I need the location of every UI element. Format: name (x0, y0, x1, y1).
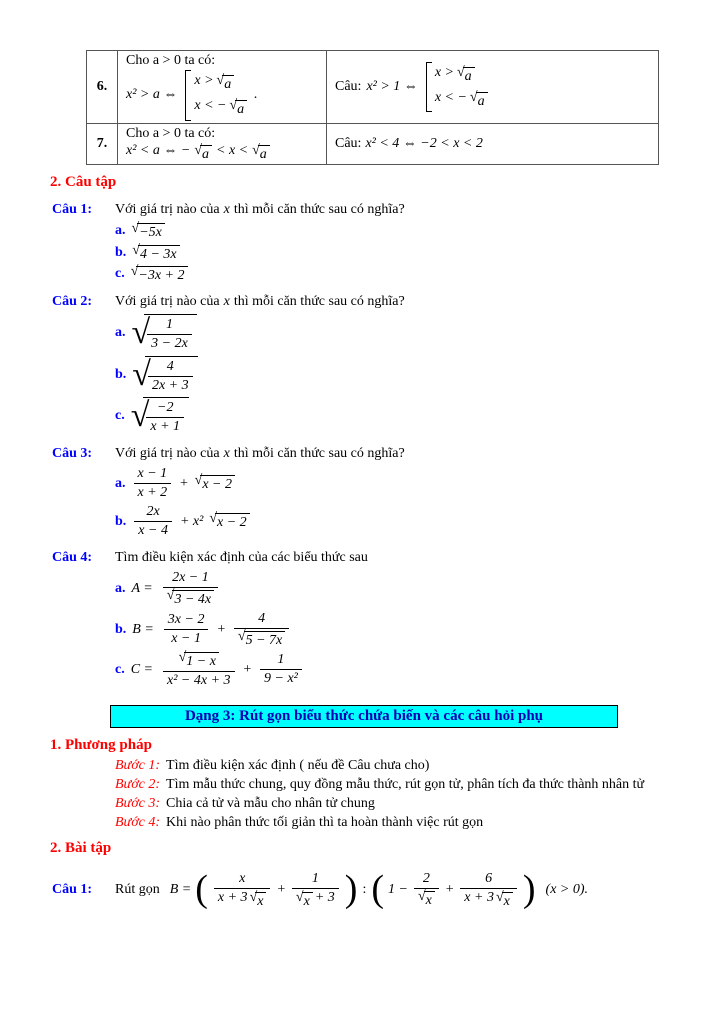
sqrt-expression (470, 91, 488, 109)
sqrt-expression (296, 891, 313, 909)
denominator (163, 588, 218, 607)
fraction (260, 652, 302, 687)
option-label: c. (115, 661, 125, 677)
formula-table (86, 50, 659, 165)
radicand: 1 − x (184, 652, 219, 669)
denominator (234, 629, 289, 648)
intro-text: Cho a > 0 ta có: (126, 53, 216, 68)
radical-sign: √ (216, 73, 225, 88)
fraction (134, 466, 172, 501)
intro-text: Cho a > 0 ta có: (126, 125, 216, 141)
operator: + (216, 621, 226, 637)
numerator: 2 (414, 871, 439, 889)
rule-cell (118, 51, 327, 124)
question-var: x (223, 294, 230, 310)
radical-sign: √ (130, 263, 139, 279)
sqrt-expression (132, 314, 197, 352)
expression-lead: A = (131, 581, 153, 597)
question-4 (52, 550, 725, 566)
row-number-cell (87, 123, 118, 164)
fraction (292, 871, 339, 909)
radicand: a (463, 67, 475, 84)
option-row (115, 651, 725, 688)
fraction (163, 570, 218, 607)
question-var: x (223, 202, 230, 218)
radical-sign: √ (132, 355, 151, 393)
numerator: 1 (147, 317, 192, 335)
step-label: Bước 3: (115, 795, 161, 811)
radical-sign: √ (209, 511, 218, 527)
radicand: a (235, 100, 247, 117)
big-right-paren: ) (522, 867, 536, 910)
sqrt-expression (238, 630, 285, 648)
radicand: a (258, 145, 270, 162)
numerator: x − 1 (134, 466, 172, 484)
radical-sign: √ (178, 650, 187, 666)
denominator: x² − 4x + 3 (167, 672, 231, 688)
numerator: 4 (148, 359, 193, 377)
exercise-lead: Rút gọn (115, 881, 160, 897)
denominator: 2x + 3 (151, 377, 189, 393)
question-label: Câu 2: (52, 294, 93, 310)
radical-sign: √ (194, 473, 203, 489)
sqrt-expression (132, 244, 179, 262)
sqrt-expression (131, 265, 188, 283)
radicand (143, 397, 189, 435)
question-text-post: thì mỗi căn thức sau có nghĩa? (233, 202, 405, 218)
question-label: Câu 1: (52, 202, 93, 218)
numerator: 2x − 1 (163, 570, 218, 588)
option-row (115, 397, 725, 435)
question-3 (52, 446, 725, 462)
step-label: Bước 4: (115, 814, 161, 830)
section-heading-baitap: 2. Câu tập (50, 174, 117, 191)
method-step (115, 815, 725, 831)
sqrt-expression (167, 589, 214, 607)
big-left-paren: ( (371, 867, 384, 910)
exercise-question-1 (52, 867, 725, 910)
big-left-paren: ( (195, 867, 208, 910)
radical-sign: √ (132, 242, 140, 258)
sqrt-expression (457, 66, 475, 84)
section-heading-baitap2: 2. Bài tập (50, 839, 112, 856)
radicand: x − 2 (200, 475, 235, 492)
question-label: Câu 3: (52, 445, 93, 461)
operator: + (242, 661, 252, 677)
option-label: a. (115, 223, 126, 239)
radicand: x (302, 892, 313, 909)
division-colon: : (362, 881, 367, 897)
banner-title: Dạng 3: Rút gọn biểu thức chứa biến và các câu hỏi phụ (110, 705, 618, 728)
example-cell (327, 51, 659, 124)
option-row (115, 504, 725, 539)
denominator (414, 889, 439, 908)
sqrt-expression (132, 356, 197, 394)
case-text: x > (194, 73, 214, 88)
formula-text: x² < a ⇔ − (126, 142, 191, 158)
exercise-formula (169, 867, 589, 910)
big-right-paren: ) (344, 867, 358, 910)
radicand: a (476, 92, 488, 109)
question-1 (52, 202, 725, 218)
fraction (147, 317, 192, 352)
numerator: 4 (234, 611, 289, 629)
operator: + (276, 881, 286, 897)
question-text-pre: Với giá trị nào của (115, 445, 220, 461)
radical-sign: √ (194, 142, 202, 158)
radicand: a (222, 75, 234, 92)
option-row (115, 466, 725, 501)
step-label: Bước 2: (115, 776, 161, 792)
option-label: b. (115, 621, 127, 637)
question-text: Tìm điều kiện xác định của các biểu thức sau (115, 550, 368, 566)
case-line (194, 98, 247, 117)
den-text: + 3 (314, 889, 335, 905)
den-text: x + 3 (217, 889, 248, 905)
option-label: a. (115, 325, 126, 341)
fraction (214, 871, 271, 909)
numerator: 3x − 2 (164, 612, 209, 630)
sqrt-expression (131, 397, 189, 435)
radical-sign: √ (417, 889, 426, 905)
cases-bracket (185, 70, 249, 121)
example-cell (327, 123, 659, 164)
sqrt-expression (250, 891, 267, 909)
rule-cell (118, 123, 327, 164)
section-heading-phuongphap: 1. Phương pháp (50, 736, 152, 753)
formula-text: 1 − (387, 881, 408, 897)
question-text (115, 202, 405, 218)
rule-formula (126, 70, 318, 121)
option-row (115, 356, 725, 394)
radicand: x − 2 (215, 513, 250, 530)
condition-text: (x > 0). (545, 881, 589, 897)
radicand: x (502, 892, 513, 909)
sqrt-expression (195, 474, 235, 492)
denominator: 3 − 2x (151, 336, 188, 352)
denominator: x + 2 (137, 485, 168, 500)
denominator (214, 889, 271, 909)
formula-var: B = (169, 881, 192, 897)
option-row (115, 222, 725, 240)
option-row (115, 570, 725, 607)
step-text: Tìm điều kiện xác định ( nếu đề Câu chưa cho) (166, 757, 430, 773)
radical-sign: √ (166, 588, 175, 604)
sqrt-expression (252, 144, 270, 162)
step-text: Tìm mẫu thức chung, quy đồng mẫu thức, rút gọn tử, phân tích đa thức thành nhân tử (166, 776, 645, 792)
option-label: c. (115, 266, 125, 282)
sqrt-expression (132, 222, 165, 240)
radical-sign: √ (229, 98, 238, 114)
option-row (115, 314, 725, 352)
radical-sign: √ (252, 142, 260, 158)
formula-text: x² < 4 ⇔ −2 < x < 2 (365, 135, 483, 151)
radical-sign: √ (237, 628, 246, 644)
table-row-7 (87, 123, 659, 164)
question-var: x (223, 445, 230, 461)
case-line (194, 73, 247, 92)
den-text: x + 3 (464, 889, 494, 905)
case-text: x > (434, 64, 454, 80)
fraction (460, 871, 517, 909)
sqrt-expression (179, 651, 219, 669)
question-text (115, 446, 405, 462)
row-number-cell (87, 51, 118, 124)
sqrt-expression (209, 512, 249, 530)
step-label: Bước 1: (115, 757, 161, 773)
radicand: −3x + 2 (136, 266, 187, 283)
radical-sign: √ (249, 889, 258, 905)
radicand: a (200, 145, 212, 162)
row-number: 7. (96, 135, 108, 151)
numerator: 6 (460, 871, 517, 889)
option-label: c. (115, 407, 125, 423)
denominator: x − 4 (138, 523, 168, 539)
radicand: x (255, 892, 266, 909)
row-number: 6. (96, 78, 108, 94)
expression-lead: C = (130, 661, 154, 677)
rule-formula (126, 143, 318, 162)
radicand: x (424, 891, 435, 908)
numerator: 1 (292, 871, 339, 889)
option-label: b. (115, 244, 127, 260)
sqrt-expression (496, 891, 513, 909)
question-text-pre: Với giá trị nào của (115, 202, 220, 218)
method-step (115, 777, 725, 793)
denominator: 9 − x² (264, 671, 298, 687)
denominator: x − 1 (171, 631, 201, 646)
operator: + (179, 475, 189, 491)
option-label: b. (115, 366, 127, 382)
method-step (115, 758, 725, 774)
radical-sign: √ (131, 314, 151, 352)
lhs-expression: x² > 1 ⇔ (366, 78, 418, 94)
question-text-pre: Với giá trị nào của (115, 294, 220, 310)
sqrt-expression (217, 74, 235, 92)
radical-sign: √ (131, 221, 140, 237)
method-step (115, 796, 725, 812)
lhs-expression: x² > a ⇔ (126, 87, 178, 103)
cau-label: Câu: (335, 135, 362, 151)
question-text-post: thì mỗi căn thức sau có nghĩa? (233, 445, 405, 461)
radicand (145, 356, 198, 394)
case-line (435, 90, 488, 109)
fraction (163, 651, 235, 688)
fraction (146, 400, 184, 435)
radical-sign: √ (130, 396, 150, 434)
numerator: 2x (134, 504, 172, 522)
case-text: x < − (434, 89, 467, 105)
radicand: −5x (137, 223, 165, 240)
option-label: b. (115, 513, 127, 529)
fraction (164, 612, 209, 647)
option-row (115, 244, 725, 262)
option-row (115, 265, 725, 283)
numerator: 1 (260, 652, 302, 670)
option-label: a. (115, 475, 126, 491)
formula-text: < x < (216, 142, 249, 158)
question-2 (52, 294, 725, 310)
cases-bracket (426, 62, 490, 113)
cau-label: Câu: (335, 78, 362, 94)
numerator: −2 (146, 400, 184, 418)
operator: + x² (179, 513, 204, 529)
question-text (115, 294, 405, 310)
expression-lead: B = (132, 621, 154, 637)
radicand: 5 − 7x (244, 631, 286, 648)
radical-sign: √ (456, 64, 465, 80)
fraction (234, 611, 289, 648)
radicand (144, 314, 197, 352)
table-row-6 (87, 51, 659, 124)
sqrt-expression (229, 99, 247, 117)
operator: + (444, 881, 455, 897)
numerator (163, 651, 235, 671)
fraction (134, 504, 172, 539)
denominator: x + 1 (150, 418, 181, 434)
question-label: Câu 4: (52, 550, 93, 566)
sqrt-expression (418, 890, 435, 908)
radical-sign: √ (495, 889, 504, 905)
denominator (460, 889, 517, 909)
question-text-post: thì mỗi căn thức sau có nghĩa? (233, 294, 405, 310)
question-label: Câu 1: (52, 881, 93, 897)
option-row (115, 611, 725, 648)
step-text: Chia cả tử và mẫu cho nhân tử chung (166, 795, 375, 811)
numerator: x (214, 871, 271, 889)
case-text: x < − (194, 98, 227, 114)
fraction (148, 359, 193, 394)
radical-sign: √ (295, 889, 304, 905)
sqrt-expression (194, 144, 212, 162)
denominator (292, 889, 339, 909)
example-formula (335, 136, 650, 152)
fraction (414, 871, 439, 908)
radical-sign: √ (469, 89, 478, 105)
case-line (435, 65, 488, 84)
radicand: 4 − 3x (138, 245, 180, 262)
step-text: Khi nào phân thức tối giản thì ta hoàn thành việc rút gọn (166, 814, 484, 830)
tail-period: . (254, 87, 258, 103)
example-formula (335, 62, 650, 113)
radicand: 3 − 4x (172, 590, 214, 607)
option-label: a. (115, 581, 126, 597)
